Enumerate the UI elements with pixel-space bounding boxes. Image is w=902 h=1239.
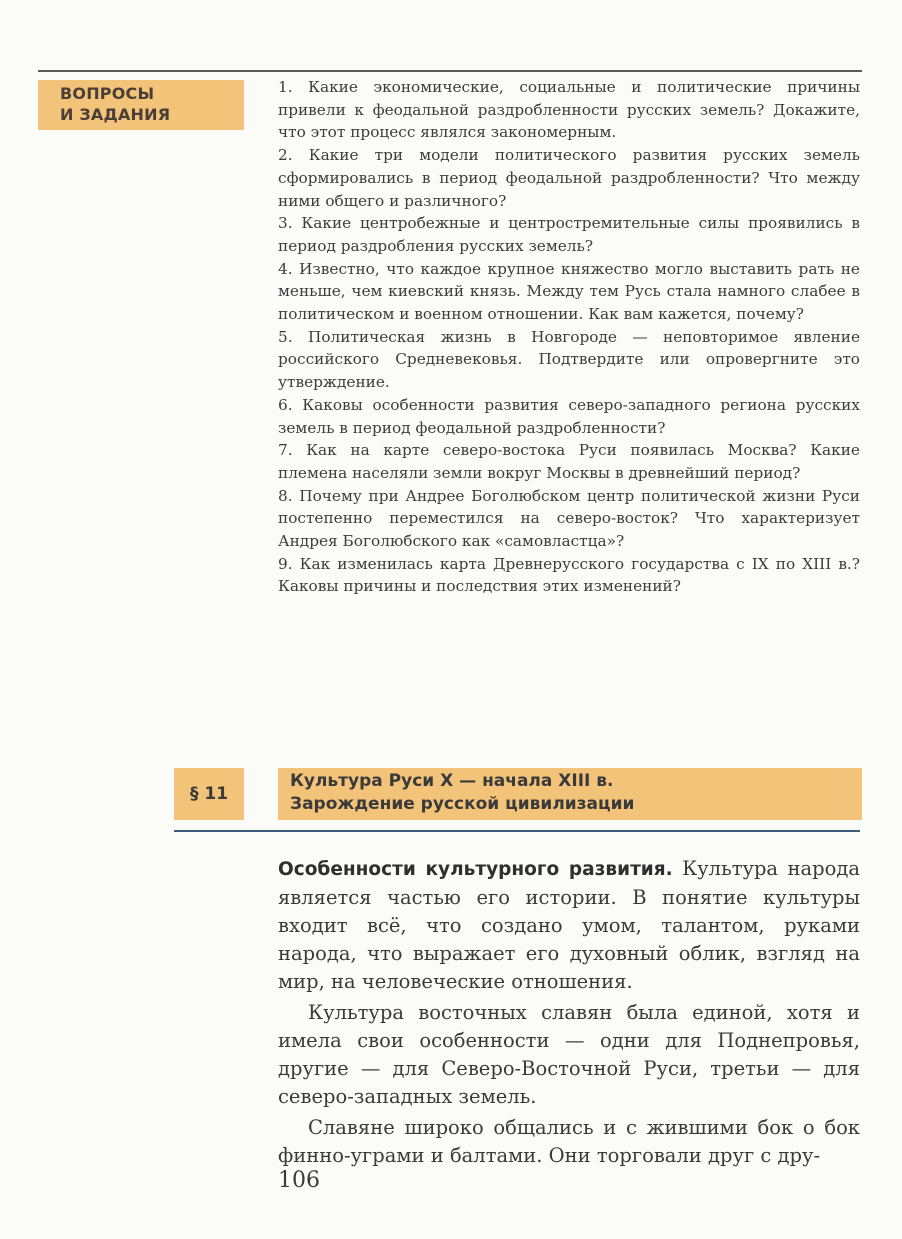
section-number: § 11 [174, 768, 244, 820]
question-item: 5. Политическая жизнь в Новгороде — неповторимое явление российского Средневековья. Подтвердите или опровергните это утверждение. [278, 327, 860, 392]
question-item: 2. Какие три модели политического развития русских земель сформировались в период феодальной раздробленности? Что между ними общего и различного? [278, 146, 860, 210]
top-divider [38, 70, 862, 72]
question-item: 8. Почему при Андрее Боголюбском центр политической жизни Руси постепенно переместился на северо-восток? Что характеризует Андрея Боголюбского как «самовластца»? [278, 486, 860, 551]
question-item: 7. Как на карте северо-востока Руси появилась Москва? Какие племена населяли земли вокруг Москвы в древнейший период? [278, 441, 860, 482]
questions-heading-line2: И ЗАДАНИЯ [60, 105, 171, 124]
paragraph-2: Культура восточных славян была единой, хотя и имела свои особенности — одни для Поднепровья, другие — для Северо-Восточной Руси, третьи — для северо-западных земель. [278, 1001, 860, 1108]
paragraph-1-text: Культура народа является частью его истории. В понятие культуры входит всё, что создано умом, талантом, руками народа, что выражает его духовный облик, взгляд на мир, на человеческие отношения. [278, 857, 860, 993]
paragraph-1 [278, 855, 860, 996]
section-title-line1: Культура Руси X — начала XIII в. [290, 771, 614, 791]
section-body [278, 855, 860, 1173]
section-title-line2: Зарождение русской цивилизации [290, 794, 635, 814]
paragraph-3: Славяне широко общались и с жившими бок о бок финно-уграми и балтами. Они торговали друг с дру- [278, 1116, 860, 1167]
paragraph-lead-heading: Особенности культурного развития. [278, 859, 673, 880]
questions-list [278, 76, 860, 598]
question-item: 3. Какие центробежные и центростремительные силы проявились в период раздробления русских земель? [278, 214, 860, 255]
section-title [278, 768, 862, 820]
question-item: 9. Как изменилась карта Древнерусского государства с IX по XIII в.? Каковы причины и последствия этих изменений? [278, 554, 860, 596]
section-divider [174, 830, 860, 832]
question-item: 6. Каковы особенности развития северо-западного региона русских земель в период феодальной раздробленности? [278, 395, 860, 437]
questions-heading-box [38, 80, 244, 130]
questions-heading-line1: ВОПРОСЫ [60, 84, 155, 103]
question-item: 1. Какие экономические, социальные и политические причины привели к феодальной раздробленности русских земель? Докажите, что этот процесс являлся закономерным. [278, 78, 860, 142]
page-number: 106 [278, 1168, 320, 1193]
question-item: 4. Известно, что каждое крупное княжество могло выставить рать не меньше, чем киевский князь. Между тем Русь стала намного слабее в политическом и военном отношении. Как вам кажется, почему? [278, 259, 860, 324]
